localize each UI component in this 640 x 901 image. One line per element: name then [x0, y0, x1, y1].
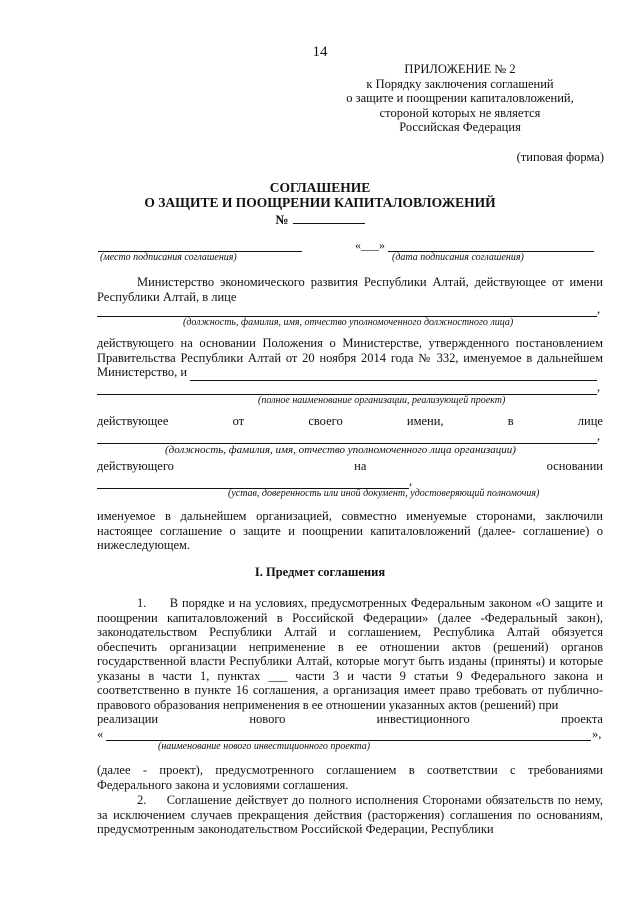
word: на [354, 459, 367, 473]
title-line-2: О ЗАЩИТЕ И ПООЩРЕНИИ КАПИТАЛОВЛОЖЕНИЙ [144, 195, 496, 210]
section-heading: I. Предмет соглашения [254, 565, 386, 579]
word: реализации [97, 712, 159, 726]
intro-paragraph: Министерство экономического развития Республики Алтай, действующее от имени Республики Алтай, в лице [97, 275, 603, 304]
appendix-line: стороной которых не является [379, 105, 541, 120]
number-blank [293, 211, 365, 224]
word: от [232, 414, 245, 428]
word: инвестиционного [376, 712, 470, 726]
signing-place-caption: (место подписания соглашения) [100, 252, 237, 263]
number-sign: № [275, 212, 289, 227]
org-caption: (полное наименование организации, реализующей проект) [258, 395, 506, 406]
inline-org-line [190, 380, 597, 381]
word: своего [308, 414, 343, 428]
word: действующего [97, 459, 174, 473]
clause-1-end: (далее - проект), предусмотренного соглашением в соответствии с требованиями Федерального закона и условиями соглашения. [97, 763, 603, 792]
project-caption: (наименование нового инвестиционного проекта) [158, 741, 371, 752]
appendix-line: о защите и поощрении капиталовложений, [346, 91, 574, 105]
word: нового [249, 712, 286, 726]
appendix-line: к Порядку заключения соглашений [366, 76, 554, 91]
comma: , [409, 474, 413, 488]
clause-2-paragraph: 2. Соглашение действует до полного исполнения Сторонами обязательств по нему, за исключением случаев прекращения действия (расторжения) соглашения по основаниям, предусмотренным законодательством Российской Федерации, Республики [97, 793, 603, 836]
quote-close: », [592, 727, 602, 741]
appendix-line: ПРИЛОЖЕНИЕ № 2 [404, 62, 516, 76]
agreement-number [0, 211, 640, 228]
signing-date-caption: (дата подписания соглашения) [392, 252, 524, 263]
word: основании [546, 459, 603, 473]
quote-open: « [97, 727, 104, 741]
clause-1-paragraph: 1. В порядке и на условиях, предусмотренных Федеральным законом «О защите и поощрении капиталовложений в Российской Федерации» (далее -Федеральный закон), законодательством Республики Алтай и соглашением, Республика Алтай обязуется обеспечить организации неприменение в ее отношении актов (решений) органов государственной власти Республики Алтай, которые могут быть изданы (приняты) и которые указаны в части 1, пунктах ___ части 3 и части 9 статьи 9 Федерального закона и соответственно в пункте 16 соглашения, а организация имеет право требовать от публично-правового образования неприменения в ее отношении указанных актов (решений) при [97, 596, 603, 712]
form-type-label: (типовая форма) [516, 150, 604, 164]
word: проекта [561, 712, 603, 726]
page-number: 14 [312, 44, 328, 60]
comma: , [597, 302, 601, 316]
comma: , [597, 380, 601, 394]
acting-line [97, 414, 603, 429]
org-official-caption: (должность, фамилия, имя, отчество уполномоченного лица организации) [165, 444, 516, 456]
word: лице [577, 414, 603, 428]
realization-line [97, 712, 603, 727]
basis-line [97, 459, 603, 474]
appendix-header [340, 62, 580, 135]
comma: , [597, 429, 601, 443]
title-line-1: СОГЛАШЕНИЕ [269, 180, 371, 195]
appendix-line: Российская Федерация [399, 120, 521, 134]
word: действующее [97, 414, 169, 428]
document-title [0, 180, 640, 210]
basis-paragraph: действующего на основании Положения о Министерстве, утвержденного постановлением Правительства Республики Алтай от 20 ноября 2014 года № 332, именуемое в дальнейшем Министерство, и [97, 336, 603, 379]
official-caption: (должность, фамилия, имя, отчество уполномоченного должностного лица) [183, 317, 514, 328]
word: имени, [406, 414, 444, 428]
document-caption: (устав, доверенность или иной документ, удостоверяющий полномочия) [228, 488, 540, 499]
word: в [507, 414, 514, 428]
parties-paragraph: именуемое в дальнейшем организацией, совместно именуемые сторонами, заключили настоящее соглашение о защите и поощрении капиталовложений (далее- соглашение) о нижеследующем. [97, 509, 603, 552]
date-quotes: «___» [355, 238, 385, 252]
